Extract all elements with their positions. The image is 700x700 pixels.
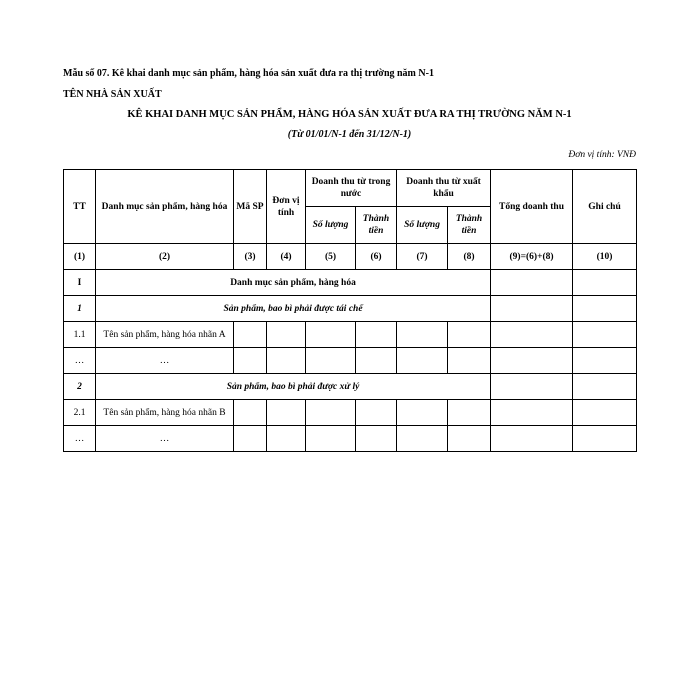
- cell-note[interactable]: [573, 322, 637, 348]
- cell-code[interactable]: [234, 348, 267, 374]
- row-tt: 1.1: [64, 322, 96, 348]
- cell-note[interactable]: [573, 270, 637, 296]
- reporting-period: (Từ 01/01/N-1 đến 31/12/N-1): [287, 129, 412, 140]
- column-number: (6): [356, 244, 397, 270]
- cell-domestic-qty[interactable]: [306, 400, 356, 426]
- cell-domestic-qty[interactable]: [306, 348, 356, 374]
- row-tt: 1: [64, 296, 96, 322]
- row-tt: 2.1: [64, 400, 96, 426]
- header-tt: TT: [64, 170, 96, 244]
- cell-export-qty[interactable]: [397, 322, 448, 348]
- cell-code[interactable]: [234, 322, 267, 348]
- cell-total[interactable]: [491, 296, 573, 322]
- producer-name: TÊN NHÀ SẢN XUẤT: [63, 89, 162, 100]
- cell-export-amount[interactable]: [448, 400, 491, 426]
- column-number: (3): [234, 244, 267, 270]
- column-number: (7): [397, 244, 448, 270]
- column-number: (9)=(6)+(8): [491, 244, 573, 270]
- cell-code[interactable]: [234, 400, 267, 426]
- cell-domestic-amount[interactable]: [356, 400, 397, 426]
- cell-export-qty[interactable]: [397, 348, 448, 374]
- cell-domestic-amount[interactable]: [356, 426, 397, 452]
- column-number: (10): [573, 244, 637, 270]
- row-label: …: [96, 426, 234, 452]
- header-total-revenue: Tổng doanh thu: [491, 170, 573, 244]
- cell-export-amount[interactable]: [448, 348, 491, 374]
- subheader-domestic-amount: Thành tiền: [356, 207, 397, 244]
- table-row: [64, 296, 637, 322]
- row-label: Sản phẩm, bao bì phải được xử lý: [96, 374, 491, 400]
- form-number: Mẫu số 07. Kê khai danh mục sản phẩm, hàng hóa sản xuất đưa ra thị trường năm N-1: [63, 68, 434, 79]
- row-label: …: [96, 348, 234, 374]
- cell-export-amount[interactable]: [448, 426, 491, 452]
- cell-unit[interactable]: [267, 426, 306, 452]
- header-unit: Đơn vị tính: [267, 170, 306, 244]
- cell-note[interactable]: [573, 348, 637, 374]
- header-product-list: Danh mục sản phẩm, hàng hóa: [96, 170, 234, 244]
- cell-unit[interactable]: [267, 400, 306, 426]
- cell-export-qty[interactable]: [397, 426, 448, 452]
- cell-code[interactable]: [234, 426, 267, 452]
- table-row: [64, 374, 637, 400]
- header-note: Ghi chú: [573, 170, 637, 244]
- cell-unit[interactable]: [267, 348, 306, 374]
- table-row: [64, 400, 637, 426]
- row-tt: I: [64, 270, 96, 296]
- cell-domestic-amount[interactable]: [356, 322, 397, 348]
- cell-total[interactable]: [491, 322, 573, 348]
- column-number-row: [64, 244, 637, 270]
- cell-export-amount[interactable]: [448, 322, 491, 348]
- column-number: (1): [64, 244, 96, 270]
- column-number: (4): [267, 244, 306, 270]
- cell-domestic-qty[interactable]: [306, 322, 356, 348]
- table-row: [64, 270, 637, 296]
- cell-total[interactable]: [491, 270, 573, 296]
- cell-total[interactable]: [491, 426, 573, 452]
- document-title: KÊ KHAI DANH MỤC SẢN PHẨM, HÀNG HÓA SẢN XUẤT ĐƯA RA THỊ TRƯỜNG NĂM N-1: [127, 109, 572, 120]
- table-row: [64, 426, 637, 452]
- subheader-export-qty: Số lượng: [397, 207, 448, 244]
- cell-export-qty[interactable]: [397, 400, 448, 426]
- subheader-domestic-qty: Số lượng: [306, 207, 356, 244]
- column-number: (8): [448, 244, 491, 270]
- header-row: [64, 170, 637, 207]
- row-label: Danh mục sản phẩm, hàng hóa: [96, 270, 491, 296]
- header-product-code: Mã SP: [234, 170, 267, 244]
- currency-unit: Đơn vị tính: VNĐ: [568, 150, 636, 160]
- column-number: (5): [306, 244, 356, 270]
- subheader-export-amount: Thành tiền: [448, 207, 491, 244]
- cell-domestic-amount[interactable]: [356, 348, 397, 374]
- column-number: (2): [96, 244, 234, 270]
- row-tt: 2: [64, 374, 96, 400]
- row-tt: …: [64, 426, 96, 452]
- cell-total[interactable]: [491, 374, 573, 400]
- cell-unit[interactable]: [267, 322, 306, 348]
- row-label: Tên sản phẩm, hàng hóa nhãn B: [96, 400, 234, 426]
- cell-total[interactable]: [491, 348, 573, 374]
- product-table: [63, 169, 637, 452]
- cell-note[interactable]: [573, 426, 637, 452]
- table-row: [64, 322, 637, 348]
- cell-domestic-qty[interactable]: [306, 426, 356, 452]
- row-label: Sản phẩm, bao bì phải được tái chế: [96, 296, 491, 322]
- cell-note[interactable]: [573, 374, 637, 400]
- header-domestic-revenue: Doanh thu từ trong nước: [306, 170, 397, 207]
- row-tt: …: [64, 348, 96, 374]
- cell-total[interactable]: [491, 400, 573, 426]
- cell-note[interactable]: [573, 400, 637, 426]
- header-export-revenue: Doanh thu từ xuất khẩu: [397, 170, 491, 207]
- row-label: Tên sản phẩm, hàng hóa nhãn A: [96, 322, 234, 348]
- cell-note[interactable]: [573, 296, 637, 322]
- table-row: [64, 348, 637, 374]
